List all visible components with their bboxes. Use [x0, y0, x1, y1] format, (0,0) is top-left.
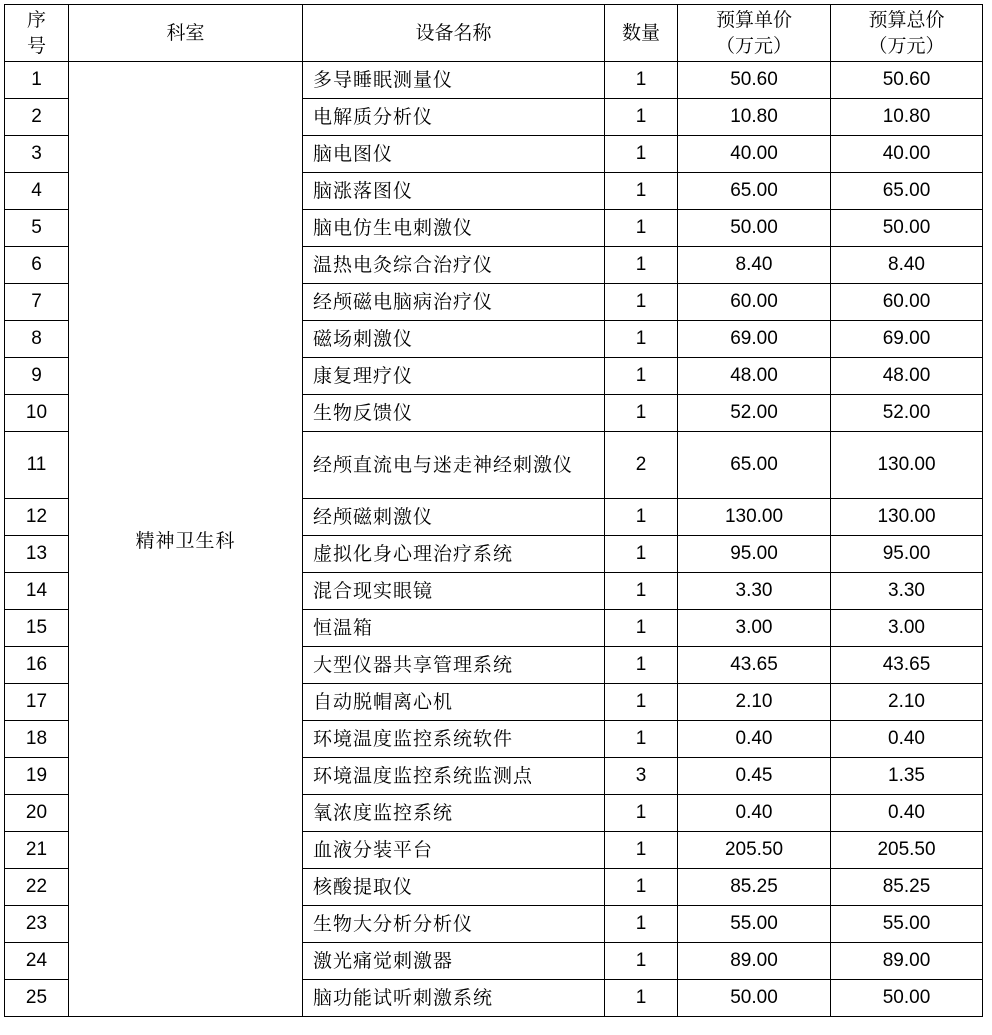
row-index: 15: [5, 610, 69, 647]
equipment-name: 氧浓度监控系统: [303, 795, 605, 832]
equipment-name: 磁场刺激仪: [303, 321, 605, 358]
equipment-budget-table-container: [4, 4, 983, 1017]
row-index: 9: [5, 358, 69, 395]
unit-price: 0.45: [678, 758, 831, 795]
row-index: 25: [5, 980, 69, 1017]
unit-price: 60.00: [678, 284, 831, 321]
quantity: 1: [605, 721, 678, 758]
quantity: 1: [605, 136, 678, 173]
row-index: 22: [5, 869, 69, 906]
header-quantity: 数量: [605, 5, 678, 62]
quantity: 1: [605, 536, 678, 573]
quantity: 1: [605, 684, 678, 721]
quantity: 1: [605, 795, 678, 832]
equipment-name: 脑涨落图仪: [303, 173, 605, 210]
unit-price: 0.40: [678, 795, 831, 832]
equipment-name: 生物大分析分析仪: [303, 906, 605, 943]
equipment-name: 自动脱帽离心机: [303, 684, 605, 721]
unit-price: 89.00: [678, 943, 831, 980]
total-price: 55.00: [831, 906, 983, 943]
row-index: 3: [5, 136, 69, 173]
unit-price: 50.00: [678, 980, 831, 1017]
total-price: 2.10: [831, 684, 983, 721]
row-index: 16: [5, 647, 69, 684]
quantity: 1: [605, 499, 678, 536]
equipment-name: 环境温度监控系统软件: [303, 721, 605, 758]
unit-price: 205.50: [678, 832, 831, 869]
header-row: [5, 5, 983, 62]
equipment-name: 经颅磁电脑病治疗仪: [303, 284, 605, 321]
row-index: 2: [5, 99, 69, 136]
row-index: 23: [5, 906, 69, 943]
quantity: 1: [605, 173, 678, 210]
unit-price: 3.30: [678, 573, 831, 610]
row-index: 20: [5, 795, 69, 832]
row-index: 8: [5, 321, 69, 358]
equipment-name: 环境温度监控系统监测点: [303, 758, 605, 795]
total-price: 130.00: [831, 432, 983, 499]
unit-price: 10.80: [678, 99, 831, 136]
header-department: 科室: [69, 5, 303, 62]
unit-price: 65.00: [678, 432, 831, 499]
quantity: 1: [605, 62, 678, 99]
header-equipment-name: 设备名称: [303, 5, 605, 62]
total-price: 3.30: [831, 573, 983, 610]
row-index: 4: [5, 173, 69, 210]
total-price: 10.80: [831, 99, 983, 136]
row-index: 12: [5, 499, 69, 536]
equipment-name: 激光痛觉刺激器: [303, 943, 605, 980]
row-index: 21: [5, 832, 69, 869]
unit-price: 130.00: [678, 499, 831, 536]
total-price: 89.00: [831, 943, 983, 980]
row-index: 19: [5, 758, 69, 795]
equipment-name: 生物反馈仪: [303, 395, 605, 432]
quantity: 3: [605, 758, 678, 795]
equipment-name: 核酸提取仪: [303, 869, 605, 906]
quantity: 1: [605, 832, 678, 869]
equipment-name: 大型仪器共享管理系统: [303, 647, 605, 684]
equipment-name: 脑功能试听刺激系统: [303, 980, 605, 1017]
row-index: 10: [5, 395, 69, 432]
quantity: 1: [605, 210, 678, 247]
unit-price: 2.10: [678, 684, 831, 721]
equipment-name: 恒温箱: [303, 610, 605, 647]
equipment-budget-table: [4, 4, 983, 1017]
unit-price: 3.00: [678, 610, 831, 647]
quantity: 1: [605, 906, 678, 943]
equipment-name: 血液分装平台: [303, 832, 605, 869]
unit-price: 43.65: [678, 647, 831, 684]
quantity: 1: [605, 943, 678, 980]
unit-price: 50.00: [678, 210, 831, 247]
total-price: 65.00: [831, 173, 983, 210]
quantity: 1: [605, 99, 678, 136]
total-price: 85.25: [831, 869, 983, 906]
unit-price: 8.40: [678, 247, 831, 284]
equipment-name: 电解质分析仪: [303, 99, 605, 136]
equipment-name: 多导睡眠测量仪: [303, 62, 605, 99]
row-index: 6: [5, 247, 69, 284]
total-price: 52.00: [831, 395, 983, 432]
total-price: 50.00: [831, 980, 983, 1017]
quantity: 1: [605, 573, 678, 610]
total-price: 130.00: [831, 499, 983, 536]
unit-price: 52.00: [678, 395, 831, 432]
total-price: 95.00: [831, 536, 983, 573]
unit-price: 0.40: [678, 721, 831, 758]
equipment-name: 经颅磁刺激仪: [303, 499, 605, 536]
equipment-name: 脑电仿生电刺激仪: [303, 210, 605, 247]
total-price: 60.00: [831, 284, 983, 321]
total-price: 43.65: [831, 647, 983, 684]
equipment-name: 混合现实眼镜: [303, 573, 605, 610]
row-index: 5: [5, 210, 69, 247]
unit-price: 40.00: [678, 136, 831, 173]
total-price: 8.40: [831, 247, 983, 284]
equipment-name: 脑电图仪: [303, 136, 605, 173]
row-index: 18: [5, 721, 69, 758]
total-price: 40.00: [831, 136, 983, 173]
equipment-name: 虚拟化身心理治疗系统: [303, 536, 605, 573]
row-index: 24: [5, 943, 69, 980]
row-index: 1: [5, 62, 69, 99]
unit-price: 85.25: [678, 869, 831, 906]
total-price: 0.40: [831, 721, 983, 758]
equipment-name: 康复理疗仪: [303, 358, 605, 395]
unit-price: 55.00: [678, 906, 831, 943]
header-index: 序 号: [5, 5, 69, 62]
table-row: [5, 62, 983, 99]
row-index: 17: [5, 684, 69, 721]
unit-price: 95.00: [678, 536, 831, 573]
quantity: 1: [605, 284, 678, 321]
quantity: 2: [605, 432, 678, 499]
total-price: 50.60: [831, 62, 983, 99]
total-price: 0.40: [831, 795, 983, 832]
quantity: 1: [605, 247, 678, 284]
total-price: 1.35: [831, 758, 983, 795]
total-price: 3.00: [831, 610, 983, 647]
row-index: 14: [5, 573, 69, 610]
unit-price: 69.00: [678, 321, 831, 358]
row-index: 13: [5, 536, 69, 573]
equipment-name: 温热电灸综合治疗仪: [303, 247, 605, 284]
unit-price: 50.60: [678, 62, 831, 99]
table-body: [5, 62, 983, 1017]
quantity: 1: [605, 610, 678, 647]
unit-price: 65.00: [678, 173, 831, 210]
row-index: 7: [5, 284, 69, 321]
header-unit-price: 预算单价 （万元）: [678, 5, 831, 62]
header-total-price: 预算总价 （万元）: [831, 5, 983, 62]
unit-price: 48.00: [678, 358, 831, 395]
quantity: 1: [605, 980, 678, 1017]
quantity: 1: [605, 395, 678, 432]
total-price: 50.00: [831, 210, 983, 247]
quantity: 1: [605, 321, 678, 358]
total-price: 205.50: [831, 832, 983, 869]
row-index: 11: [5, 432, 69, 499]
total-price: 69.00: [831, 321, 983, 358]
total-price: 48.00: [831, 358, 983, 395]
department-cell: 精神卫生科: [69, 62, 303, 1017]
equipment-name: 经颅直流电与迷走神经刺激仪: [303, 432, 605, 499]
quantity: 1: [605, 647, 678, 684]
quantity: 1: [605, 358, 678, 395]
quantity: 1: [605, 869, 678, 906]
